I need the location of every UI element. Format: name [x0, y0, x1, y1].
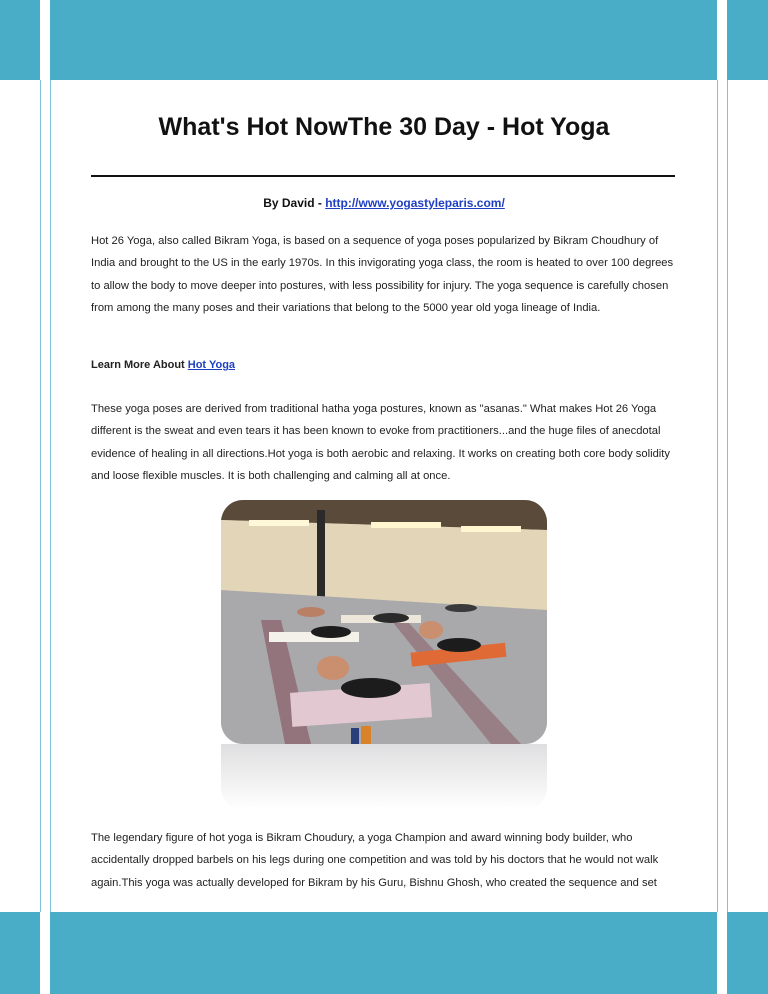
byline-author: By David -	[263, 196, 326, 210]
bottom-band-center	[50, 912, 717, 994]
learn-more-link[interactable]: Hot Yoga	[187, 359, 236, 371]
top-band-right	[727, 0, 768, 80]
page-title: What's Hot NowThe 30 Day - Hot Yoga	[158, 113, 610, 141]
bottom-band-left	[0, 912, 40, 994]
learn-more	[91, 359, 235, 371]
bottom-band-right	[727, 912, 768, 994]
paragraph-asanas: These yoga poses are derived from traditional hatha yoga postures, known as "asanas." What makes Hot 26 Yoga different is the sweat and even tears it has been known to evoke from practitioners...and the huge files of anecdotal evidence of healing in all directions.Hot yoga is both aerobic and relaxing. It works on creating both core body solidity and loose flexible muscles. It is both challenging and calming all at once.	[91, 403, 670, 483]
top-band-center	[50, 0, 717, 80]
top-band-left	[0, 0, 40, 80]
title-divider	[91, 175, 675, 177]
byline	[0, 196, 768, 210]
yoga-class-photo	[221, 500, 547, 744]
byline-link[interactable]: http://www.yogastyleparis.com/	[325, 196, 505, 210]
paragraph-history: The legendary figure of hot yoga is Bikram Choudury, a yoga Champion and award winning body builder, who accidentally dropped barbels on his legs during one competition and was told by his doctors that he would not walk again.This yoga was actually developed for Bikram by his Guru, Bishnu Ghosh, who created the sequence and set	[91, 832, 659, 889]
learn-more-label: Learn More About	[91, 359, 188, 371]
paragraph-intro: Hot 26 Yoga, also called Bikram Yoga, is based on a sequence of yoga poses popularized by Bikram Choudhury of India and brought to the US in the early 1970s. In this invigorating yoga class, the room is heated to over 100 degrees to allow the body to move deeper into postures, with less possibility for injury. The yoga sequence is carefully chosen from among the many poses and their variations that belong to the 5000 year old yoga lineage of India.	[91, 235, 674, 315]
photo-reflection	[221, 744, 547, 810]
